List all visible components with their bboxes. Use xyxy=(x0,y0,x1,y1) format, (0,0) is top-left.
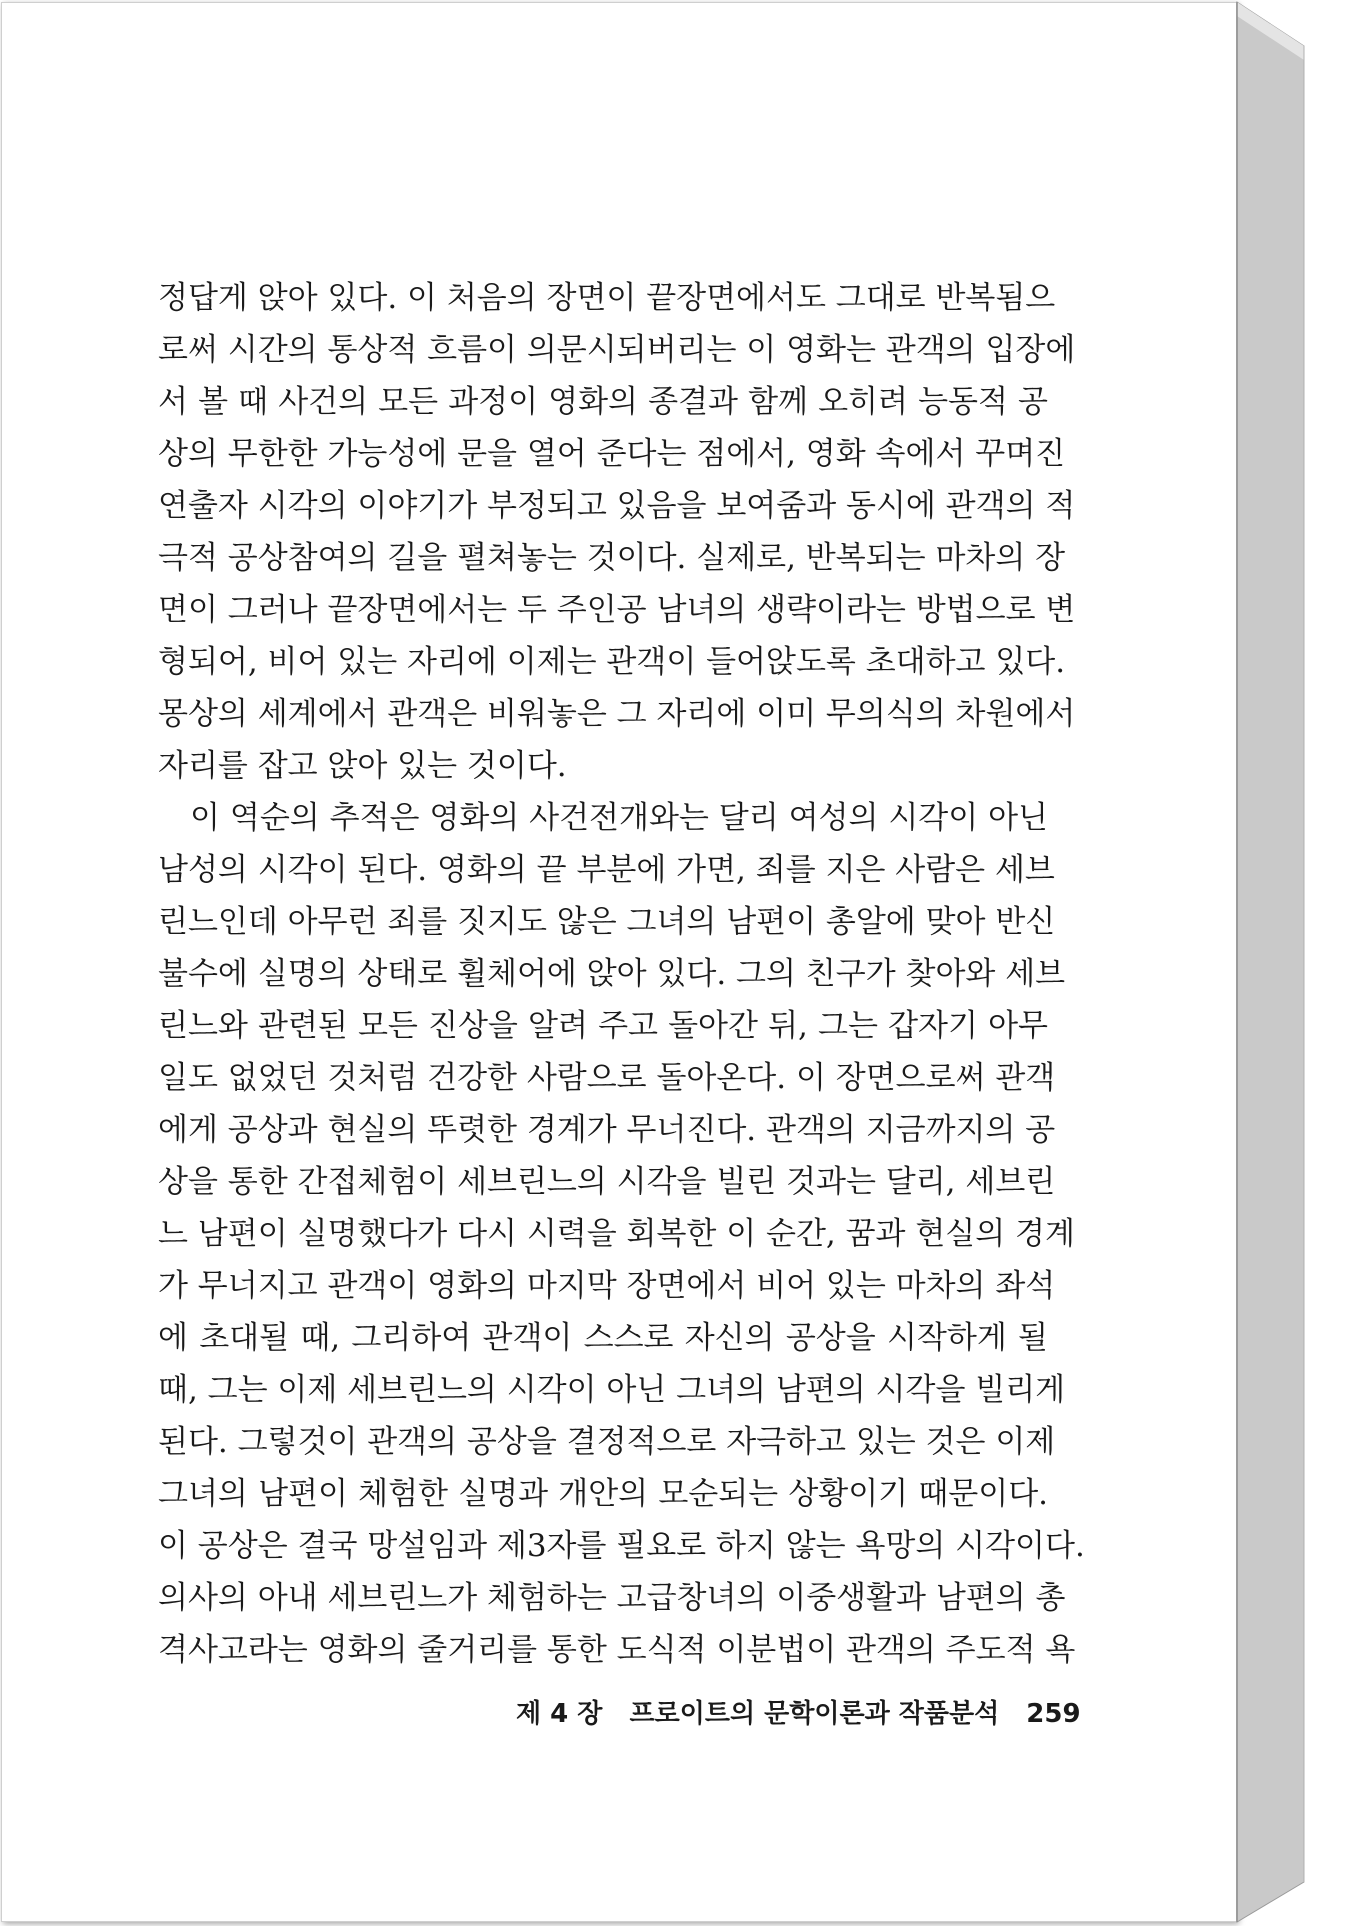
text-line: 린느와 관련된 모든 진상을 알려 주고 돌아간 뒤, 그는 갑자기 아무 xyxy=(158,1008,1048,1044)
text-line: 불수에 실명의 상태로 휠체어에 앉아 있다. 그의 친구가 찾아와 세브 xyxy=(158,956,1066,992)
text-line: 이 공상은 결국 망설임과 제3자를 필요로 하지 않는 욕망의 시각이다. xyxy=(158,1528,1085,1564)
text-line: 에게 공상과 현실의 뚜렷한 경계가 무너진다. 관객의 지금까지의 공 xyxy=(158,1112,1056,1148)
text-line: 때, 그는 이제 세브린느의 시각이 아닌 그녀의 남편의 시각을 빌리게 xyxy=(158,1372,1066,1408)
paragraph xyxy=(158,792,1085,1676)
text-line: 린느인데 아무런 죄를 짓지도 않은 그녀의 남편이 총알에 맞아 반신 xyxy=(158,904,1056,940)
text-line: 상을 통한 간접체험이 세브린느의 시각을 빌린 것과는 달리, 세브린 xyxy=(158,1164,1056,1200)
body-text xyxy=(158,272,1085,1676)
text-line: 로써 시간의 통상적 흐름이 의문시되버리는 이 영화는 관객의 입장에 xyxy=(158,332,1076,368)
text-line: 일도 없었던 것처럼 건강한 사람으로 돌아온다. 이 장면으로써 관객 xyxy=(158,1060,1056,1096)
text-line: 정답게 앉아 있다. 이 처음의 장면이 끝장면에서도 그대로 반복됨으 xyxy=(158,280,1056,316)
chapter-title: 프로이트의 문학이론과 작품분석 xyxy=(629,1699,1000,1729)
text-line: 상의 무한한 가능성에 문을 열어 준다는 점에서, 영화 속에서 꾸며진 xyxy=(158,436,1066,472)
text-line: 의사의 아내 세브린느가 체험하는 고급창녀의 이중생활과 남편의 총 xyxy=(158,1580,1066,1616)
text-line: 에 초대될 때, 그리하여 관객이 스스로 자신의 공상을 시작하게 될 xyxy=(158,1320,1048,1356)
text-line: 연출자 시각의 이야기가 부정되고 있음을 보여줌과 동시에 관객의 적 xyxy=(158,488,1076,524)
text-line: 남성의 시각이 된다. 영화의 끝 부분에 가면, 죄를 지은 사람은 세브 xyxy=(158,852,1055,888)
text-line: 자리를 잡고 앉아 있는 것이다. xyxy=(158,748,567,784)
chapter-number: 제 4 장 xyxy=(516,1699,603,1729)
text-line: 가 무너지고 관객이 영화의 마지막 장면에서 비어 있는 마차의 좌석 xyxy=(158,1268,1056,1304)
text-line: 이 역순의 추적은 영화의 사건전개와는 달리 여성의 시각이 아닌 xyxy=(190,800,1048,836)
text-line: 격사고라는 영화의 줄거리를 통한 도식적 이분법이 관객의 주도적 욕 xyxy=(158,1632,1076,1668)
text-line: 형되어, 비어 있는 자리에 이제는 관객이 들어앉도록 초대하고 있다. xyxy=(158,644,1066,680)
page-number: 259 xyxy=(1026,1699,1081,1729)
text-line: 된다. 그렇것이 관객의 공상을 결정적으로 자극하고 있는 것은 이제 xyxy=(158,1424,1056,1460)
text-line: 몽상의 세계에서 관객은 비워놓은 그 자리에 이미 무의식의 차원에서 xyxy=(158,696,1076,732)
text-line: 느 남편이 실명했다가 다시 시력을 회복한 이 순간, 꿈과 현실의 경계 xyxy=(158,1216,1075,1252)
running-footer xyxy=(516,1693,1081,1730)
text-line: 면이 그러나 끝장면에서는 두 주인공 남녀의 생략이라는 방법으로 변 xyxy=(158,592,1076,628)
text-line: 극적 공상참여의 길을 펼쳐놓는 것이다. 실제로, 반복되는 마차의 장 xyxy=(158,540,1066,576)
text-line: 서 볼 때 사건의 모든 과정이 영화의 종결과 함께 오히려 능동적 공 xyxy=(158,384,1048,420)
paragraph xyxy=(158,272,1076,792)
text-line: 그녀의 남편이 체험한 실명과 개안의 모순되는 상황이기 때문이다. xyxy=(158,1476,1048,1512)
